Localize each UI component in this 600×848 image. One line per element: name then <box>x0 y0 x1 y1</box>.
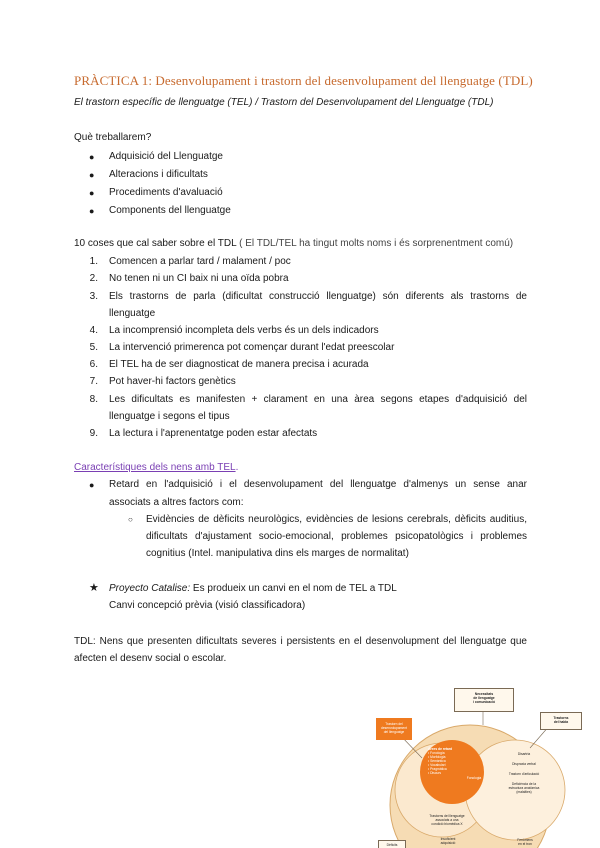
tdl-definition-cont: afecten el desenv social o escolar. <box>74 653 227 664</box>
catalise-text: Es produeix un canvi en el nom de TEL a TDL <box>190 583 397 594</box>
ten-note: ( El TDL/TEL ha tingut molts noms i és sorprenentment comú) <box>236 238 514 249</box>
ten-item: Els trastorns de parla (dificultat construcció llenguatge) són diferents als trastorns de <box>109 291 527 302</box>
ten-item: La incomprensió incompleta dels verbs és un dels indicadors <box>109 325 379 336</box>
list-number: 8. <box>89 394 98 405</box>
ten-item: Comencen a parlar tard / malament / poc <box>109 256 291 267</box>
list-number: 9. <box>89 428 98 439</box>
ten-item: Les dificultats es manifesten + clarament en una àrea segons etapes d'adquisició del <box>109 394 527 405</box>
page-title: PRÀCTICA 1: Desenvolupament i trastorn del desenvolupament del llenguatge (TDL) <box>74 73 533 88</box>
char-sub-line: cognitius (Intel. manipulativa dins els marges de normalitat) <box>146 548 409 559</box>
work-item: Alteracions i dificultats <box>109 169 208 180</box>
list-number: 5. <box>89 342 98 353</box>
work-heading: Què treballarem? <box>74 132 152 143</box>
char-bullet-line: Retard en l'adquisició i el desenvolupament del llenguatge d'almenys un sense anar <box>109 479 527 490</box>
char-sub-line: dificultats d'ajustament socio-emocional, problemes psicopatològics i problemes <box>146 531 527 542</box>
list-number: 3. <box>89 291 98 302</box>
ten-item: La intervenció primerenca pot començar durant l'edat preescolar <box>109 342 395 353</box>
catalise-line <box>109 583 397 594</box>
work-item: Components del llenguatge <box>109 205 231 216</box>
bullet-icon: ● <box>89 480 95 490</box>
list-number: 4. <box>89 325 98 336</box>
work-item: Procediments d'avaluació <box>109 187 223 198</box>
work-item: Adquisició del Llenguatge <box>109 151 223 162</box>
catalise-line2: Canvi concepció prèvia (visió classificadora) <box>109 600 306 611</box>
diagram-bottom-right: Fenòmens en el tron <box>517 838 533 846</box>
bullet-icon: ● <box>89 188 95 198</box>
tdl-definition: TDL: Nens que presenten dificultats severes i persistents en el desenvolupment del llenguatge que <box>74 636 527 647</box>
ten-item: El TEL ha de ser diagnosticat de manera precisa i acurada <box>109 359 369 370</box>
bullet-icon: ● <box>89 170 95 180</box>
ten-heading: 10 coses que cal saber sobre el TDL <box>74 238 237 249</box>
char-bullet-line: associats a altres factors com: <box>109 497 244 508</box>
ten-item: La lectura i l'aprenentatge poden estar afectats <box>109 428 318 439</box>
circle-bullet-icon: ○ <box>128 515 133 524</box>
list-number: 6. <box>89 359 98 370</box>
char-heading-link[interactable]: Característiques dels nens amb TEL <box>74 462 236 473</box>
char-heading-row <box>74 462 238 473</box>
diagram-left-orange-box: Trastorn del desenvolupament del llenguatge <box>376 718 412 740</box>
list-number: 7. <box>89 376 98 387</box>
diagram-bottom-left-box: Dèficits <box>378 840 406 848</box>
char-sub-line: Evidències de dèficits neurològics, evidències de lesions cerebrals, dèficits auditius, <box>146 514 527 525</box>
star-icon: ★ <box>89 582 99 594</box>
diagram-right-labels: Disartria Dispraxia verbal Trastorn d'articulació Deficiència de la estructura anatòmica (malalties) <box>508 752 540 794</box>
bullet-icon: ● <box>89 152 95 162</box>
bullet-icon: ● <box>89 206 95 216</box>
diagram-right-box: Trastorns del habla <box>540 712 582 730</box>
list-number: 1. <box>89 256 98 267</box>
ten-item-cont: llenguatge <box>109 308 156 319</box>
catalise-label: Proyecto Catalise: <box>109 583 191 594</box>
ten-item: No tenen ni un CI baix ni una oïda pobra <box>109 273 289 284</box>
diagram-bottom-low: Insuficient adquisició <box>440 837 456 845</box>
diagram-bottom-mid: Trastorns del llenguatge associats a una condició biomèdica X <box>429 814 465 826</box>
ten-heading-row <box>74 238 513 249</box>
list-number: 2. <box>89 273 98 284</box>
page-subtitle: El trastorn específic de llenguatge (TEL) / Trastorn del Desenvolupament del Llenguatge (TDL) <box>74 97 494 108</box>
core-side-label: Fonologia <box>466 776 482 780</box>
ten-item: Pot haver-hi factors genètics <box>109 376 236 387</box>
core-label: Àrees de retard • Fonologia • Morfologia • Semàntica • Vocabulari • Pragmàtica • Discurs <box>428 747 453 775</box>
diagram-top-box: Necessitats de llenguatge i comunicació <box>454 688 514 712</box>
ten-item-cont: llenguatge i segons el tipus <box>109 411 230 422</box>
char-heading-dot: . <box>235 462 239 473</box>
tdl-diagram <box>360 680 600 848</box>
